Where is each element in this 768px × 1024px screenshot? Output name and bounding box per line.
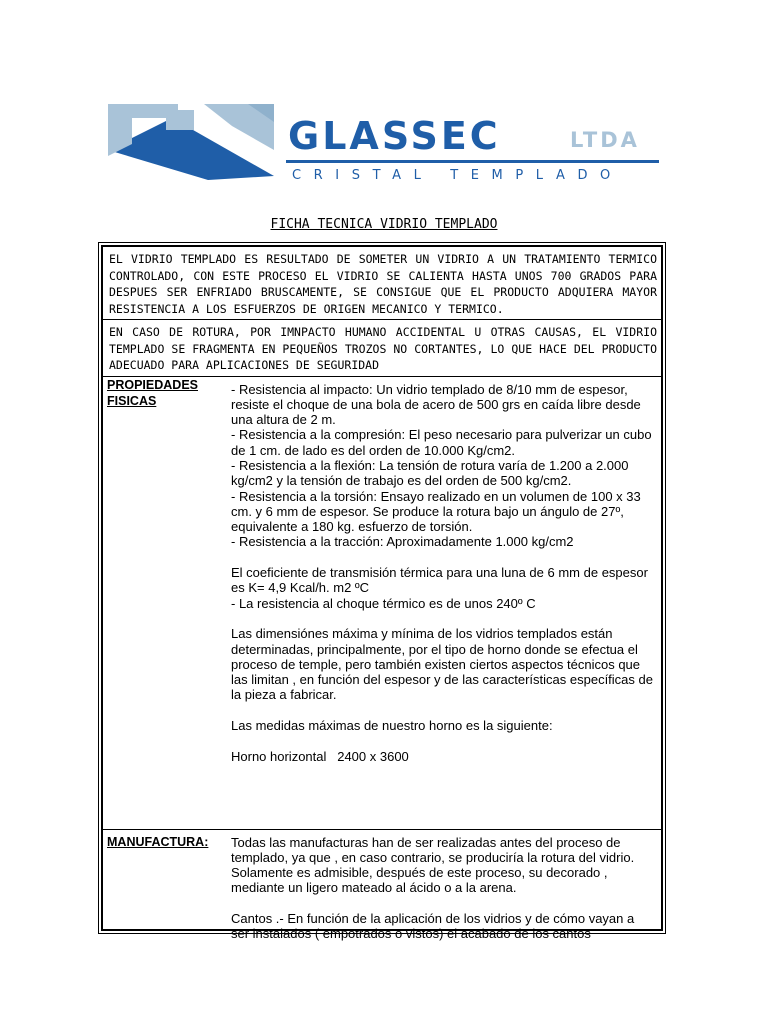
spec-table [101, 245, 663, 942]
properties-resistances [231, 382, 655, 550]
manufactura-line: Cantos .- En función de la aplicación de los vidrios y de cómo vayan a ser instalados ( empotrados o vistos) el acabado de los cantos [231, 910, 635, 942]
property-line: - Resistencia a la torsión: Ensayo realizado en un volumen de 100 x 33 cm. y 6 mm de espesor. Se produce la rotura bajo un ángulo de 27º, equivalente a 180 kg. esfuerzo de torsión. [231, 488, 641, 535]
logo-rule [286, 160, 659, 163]
property-line: - Resistencia a la flexión: La tensión de rotura varía de 1.200 a 2.000 kg/cm2 y la tensión de trabajo es del orden de 500 kg/cm2. [231, 457, 629, 489]
properties-thermal [231, 565, 655, 611]
properties-content [227, 377, 661, 829]
document-title: FICHA TECNICA VIDRIO TEMPLADO [270, 217, 498, 232]
logo-wordmark: GLASSEC [288, 114, 501, 158]
manufactura-label: MANUFACTURA: [107, 834, 209, 849]
property-line: - Resistencia a la compresión: El peso necesario para pulverizar un cubo de 1 cm. de lado es del orden de 10.000 Kg/cm2. [231, 427, 652, 458]
intro-paragraph-1: EL VIDRIO TEMPLADO ES RESULTADO DE SOMETER UN VIDRIO A UN TRATAMIENTO TERMICO CONTROLADO, CON ESTE PROCESO EL VIDRIO SE CALIENTA HASTA UNOS 700 GRADOS PARA DESPUES SER ENFRIADO BRUSCAMENTE, SE CONSIGUE QUE EL PRODUCTO ADQUIERA MAYOR RESISTENCIA A LOS ESFUERZOS DE ORIGEN MECANICO Y TERMICO. [103, 247, 661, 320]
properties-oven-intro [231, 718, 655, 733]
manufactura-content [227, 834, 661, 942]
intro-paragraph-2: EN CASO DE ROTURA, POR IMNPACTO HUMANO ACCIDENTAL U OTRAS CAUSAS, EL VIDRIO TEMPLADO SE FRAGMENTA EN PEQUEÑOS TROZOS NO CORTANTES, LO QUE HACE DEL PRODUCTO ADECUADO PARA APLICACIONES DE SEGURIDAD [103, 320, 661, 377]
property-line: El coeficiente de transmisión térmica para una luna de 6 mm de espesor es K= 4,9 Kcal/h. m2 ºC [231, 565, 648, 596]
manufactura-section [103, 830, 661, 942]
properties-oven-size [231, 749, 655, 764]
property-line: - Resistencia a la tracción: Aproximadamente 1.000 kg/cm2 [231, 534, 574, 550]
manufactura-line: Todas las manufacturas han de ser realizadas antes del proceso de templado, ya que , en caso contrario, se produciría la rotura del vidrio. Solamente es admisible, después de este proceso, su decorado , mediante un ligero mateado al ácido o a la arena. [231, 834, 635, 896]
logo-tagline: CRISTAL TEMPLADO [292, 168, 623, 183]
properties-dimensions [231, 626, 655, 702]
properties-label: PROPIEDADES FISICAS [107, 377, 198, 408]
property-line: - La resistencia al choque térmico es de unos 240º C [231, 595, 536, 611]
properties-section [103, 377, 661, 830]
property-line: Las medidas máximas de nuestro horno es la siguiente: [231, 718, 553, 734]
manufactura-paragraph [231, 911, 655, 942]
glassec-logo-mark [108, 104, 274, 180]
manufactura-paragraph [231, 835, 655, 896]
property-line: Las dimensiónes máxima y mínima de los vidrios templados están determinadas, principalmente, por el tipo de horno donde se efectua el proceso de temple, pero también existen ciertos aspectos técnicos que las limitan , en función del espesor y de las características específicas de la pieza a fabricar. [231, 626, 653, 703]
property-line: Horno horizontal 2400 x 3600 [231, 748, 409, 764]
company-logo [108, 104, 664, 184]
logo-suffix: LTDA [570, 128, 640, 152]
property-line: - Resistencia al impacto: Un vidrio templado de 8/10 mm de espesor, resiste el choque de una bola de acero de 500 grs en caída libre desde una altura de 2 m. [231, 381, 641, 428]
